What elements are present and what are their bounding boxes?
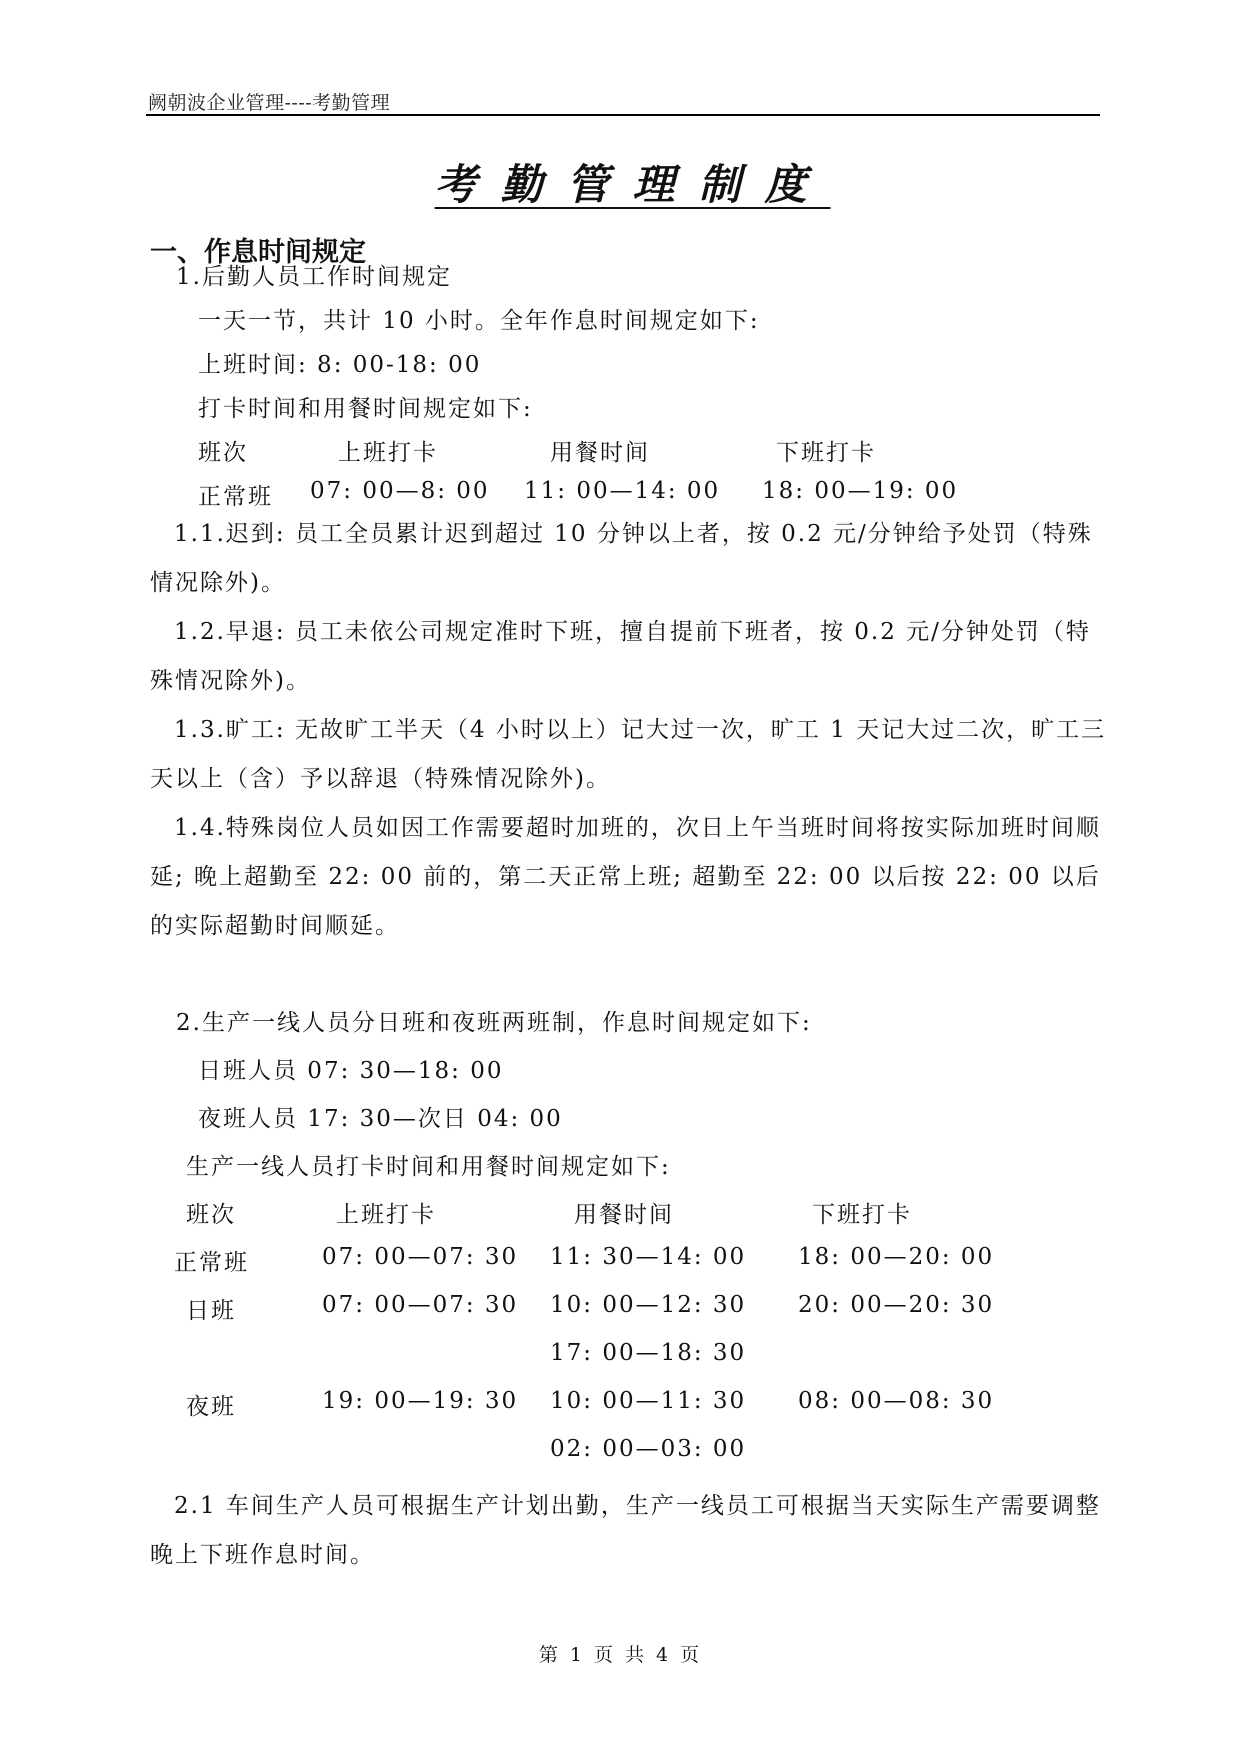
table2-row4-clockin: 19: 00—19: 30 [322,1388,519,1414]
table1-header-clockout: 下班打卡 [776,440,876,466]
table2-row1-clockin: 07: 00—07: 30 [322,1244,519,1270]
paragraph-1-1: 1.1.迟到: 员工全员累计迟到超过 10 分钟以上者，按 0.2 元/分钟给予处罚（特殊情况除外)。 [150,521,1093,596]
table2-header-clockin: 上班打卡 [336,1202,436,1228]
table2-row1-meal: 11: 30—14: 00 [550,1244,747,1270]
paragraph-1-4: 1.4.特殊岗位人员如因工作需要超时加班的，次日上午当班时间将按实际加班时间顺延; 晚上超勤至 22: 00 前的，第二天正常上班; 超勤至 22: 00 以后按 22: 00 以后的实际超勤时间顺延。 [150,815,1101,939]
table2-row2-shift: 日班 [186,1298,236,1324]
rule1-line3: 打卡时间和用餐时间规定如下: [198,396,533,422]
table2-row1-clockout: 18: 00—20: 00 [798,1244,995,1270]
rule1-line2: 上班时间: 8: 00-18: 00 [198,352,482,378]
table1-row-clockout: 18: 00—19: 00 [762,478,959,504]
table2-row4-shift: 夜班 [186,1394,236,1420]
rule1-heading: 1.后勤人员工作时间规定 [176,264,452,290]
table2-header-clockout: 下班打卡 [812,1202,912,1228]
paragraph-2-1: 2.1 车间生产人员可根据生产计划出勤，生产一线员工可根据当天实际生产需要调整晚上下班作息时间。 [150,1493,1101,1568]
rule1-line1: 一天一节，共计 10 小时。全年作息时间规定如下: [198,308,760,334]
page-footer: 第 1 页 共 4 页 [538,1644,703,1666]
table2-header-meal: 用餐时间 [574,1202,674,1228]
table2-row1-shift: 正常班 [174,1250,249,1276]
table2-row5-meal: 02: 00—03: 00 [550,1436,747,1462]
table1-row-meal: 11: 00—14: 00 [524,478,721,504]
table1-row-clockin: 07: 00—8: 00 [310,478,490,504]
table1-header-clockin: 上班打卡 [338,440,438,466]
table2-row2-clockin: 07: 00—07: 30 [322,1292,519,1318]
header-rule [146,114,1100,116]
section-heading-1: 一、作息时间规定 [150,237,366,268]
document-title [0,152,1241,212]
rule2-intro: 生产一线人员打卡时间和用餐时间规定如下: [186,1154,671,1180]
table2-row2-clockout: 20: 00—20: 30 [798,1292,995,1318]
paragraph-1-3: 1.3.旷工: 无故旷工半天（4 小时以上）记大过一次，旷工 1 天记大过二次，旷工三天以上（含）予以辞退（特殊情况除外)。 [150,717,1107,792]
table2-header-shift: 班次 [186,1202,236,1228]
table1-header-shift: 班次 [198,440,248,466]
document-title-text: 考勤管理制度 [434,160,831,209]
table2-row3-meal: 17: 00—18: 30 [550,1340,747,1366]
rule2-heading: 2.生产一线人员分日班和夜班两班制，作息时间规定如下: [176,1010,812,1036]
table1-header-meal: 用餐时间 [550,440,650,466]
rule2-night-shift: 夜班人员 17: 30—次日 04: 00 [198,1106,563,1132]
table2-row2-meal: 10: 00—12: 30 [550,1292,747,1318]
running-header: 阙朝波企业管理----考勤管理 [148,92,391,114]
table2-row4-meal: 10: 00—11: 30 [550,1388,747,1414]
table1-row-shift: 正常班 [198,484,273,510]
table2-row4-clockout: 08: 00—08: 30 [798,1388,995,1414]
paragraph-1-2: 1.2.早退: 员工未依公司规定准时下班，擅自提前下班者，按 0.2 元/分钟处罚（特殊情况除外)。 [150,619,1091,694]
rule2-day-shift: 日班人员 07: 30—18: 00 [198,1058,504,1084]
